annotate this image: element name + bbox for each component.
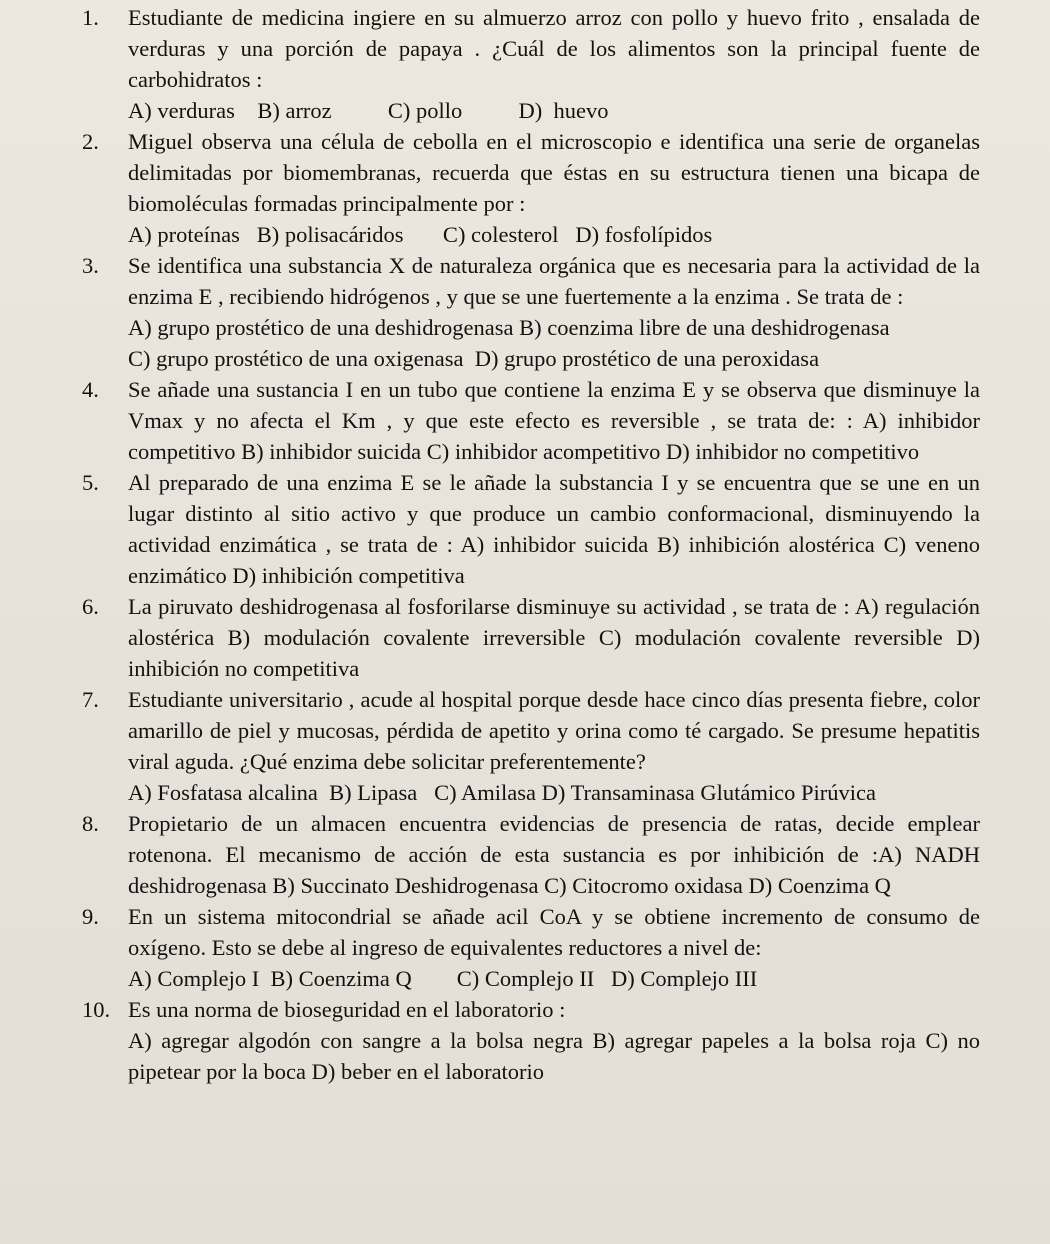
question-stem: Propietario de un almacen encuentra evidencias de presencia de ratas, decide emplear rotenona. El mecanismo de acción de esta sustancia es por inhibición de :A) NADH deshidrogenasa B) Succinato Deshidrogenasa C) Citocromo oxidasa D) Coenzima Q	[128, 811, 980, 898]
question-2	[82, 126, 980, 250]
question-number: 2.	[82, 129, 99, 154]
question-number: 7.	[82, 687, 99, 712]
question-3	[82, 250, 980, 374]
question-8	[82, 808, 980, 901]
question-number: 9.	[82, 904, 99, 929]
question-options: A) grupo prostético de una deshidrogenasa B) coenzima libre de una deshidrogenasa C) grupo prostético de una oxigenasa D) grupo prostético de una peroxidasa	[128, 315, 890, 371]
question-number: 3.	[82, 253, 99, 278]
question-stem: Es una norma de bioseguridad en el laboratorio :	[128, 997, 566, 1022]
question-number: 10.	[82, 997, 111, 1022]
question-number: 5.	[82, 470, 99, 495]
question-5	[82, 467, 980, 591]
question-options: A) agregar algodón con sangre a la bolsa negra B) agregar papeles a la bolsa roja C) no pipetear por la boca D) beber en el laboratorio	[128, 1028, 980, 1084]
question-options: A) proteínas B) polisacáridos C) colesterol D) fosfolípidos	[128, 222, 713, 247]
question-10	[82, 994, 980, 1087]
question-4	[82, 374, 980, 467]
question-stem: Al preparado de una enzima E se le añade la substancia I y se encuentra que se une en un lugar distinto al sitio activo y que produce un cambio conformacional, disminuyendo la actividad enzimática , se trata de : A) inhibidor suicida B) inhibición alostérica C) veneno enzimático D) inhibición competitiva	[128, 470, 980, 588]
question-options: A) Complejo I B) Coenzima Q C) Complejo II D) Complejo III	[128, 966, 758, 991]
question-stem: La piruvato deshidrogenasa al fosforilarse disminuye su actividad , se trata de : A) regulación alostérica B) modulación covalente irreversible C) modulación covalente reversible D) inhibición no competitiva	[128, 594, 980, 681]
question-number: 1.	[82, 5, 99, 30]
question-number: 8.	[82, 811, 99, 836]
question-stem: Se añade una sustancia I en un tubo que contiene la enzima E y se observa que disminuye la Vmax y no afecta el Km , y que este efecto es reversible , se trata de: : A) inhibidor competitivo B) inhibidor suicida C) inhibidor acompetitivo D) inhibidor no competitivo	[128, 377, 980, 464]
question-9	[82, 901, 980, 994]
question-stem: En un sistema mitocondrial se añade acil CoA y se obtiene incremento de consumo de oxígeno. Esto se debe al ingreso de equivalentes reductores a nivel de:	[128, 904, 980, 960]
question-stem: Miguel observa una célula de cebolla en el microscopio e identifica una serie de organelas delimitadas por biomembranas, recuerda que éstas en su estructura tienen una bicapa de biomoléculas formadas principalmente por :	[128, 129, 980, 216]
question-6	[82, 591, 980, 684]
question-number: 6.	[82, 594, 99, 619]
question-options: A) verduras B) arroz C) pollo D) huevo	[128, 98, 609, 123]
question-1	[82, 2, 980, 126]
question-options: A) Fosfatasa alcalina B) Lipasa C) Amilasa D) Transaminasa Glutámico Pirúvica	[128, 780, 876, 805]
question-stem: Estudiante universitario , acude al hospital porque desde hace cinco días presenta fiebre, color amarillo de piel y mucosas, pérdida de apetito y orina como té cargado. Se presume hepatitis viral aguda. ¿Qué enzima debe solicitar preferentemente?	[128, 687, 980, 774]
question-stem: Estudiante de medicina ingiere en su almuerzo arroz con pollo y huevo frito , ensalada de verduras y una porción de papaya . ¿Cuál de los alimentos son la principal fuente de carbohidratos :	[128, 5, 980, 92]
question-stem: Se identifica una substancia X de naturaleza orgánica que es necesaria para la actividad de la enzima E , recibiendo hidrógenos , y que se une fuertemente a la enzima . Se trata de :	[128, 253, 980, 309]
question-number: 4.	[82, 377, 99, 402]
question-7	[82, 684, 980, 808]
